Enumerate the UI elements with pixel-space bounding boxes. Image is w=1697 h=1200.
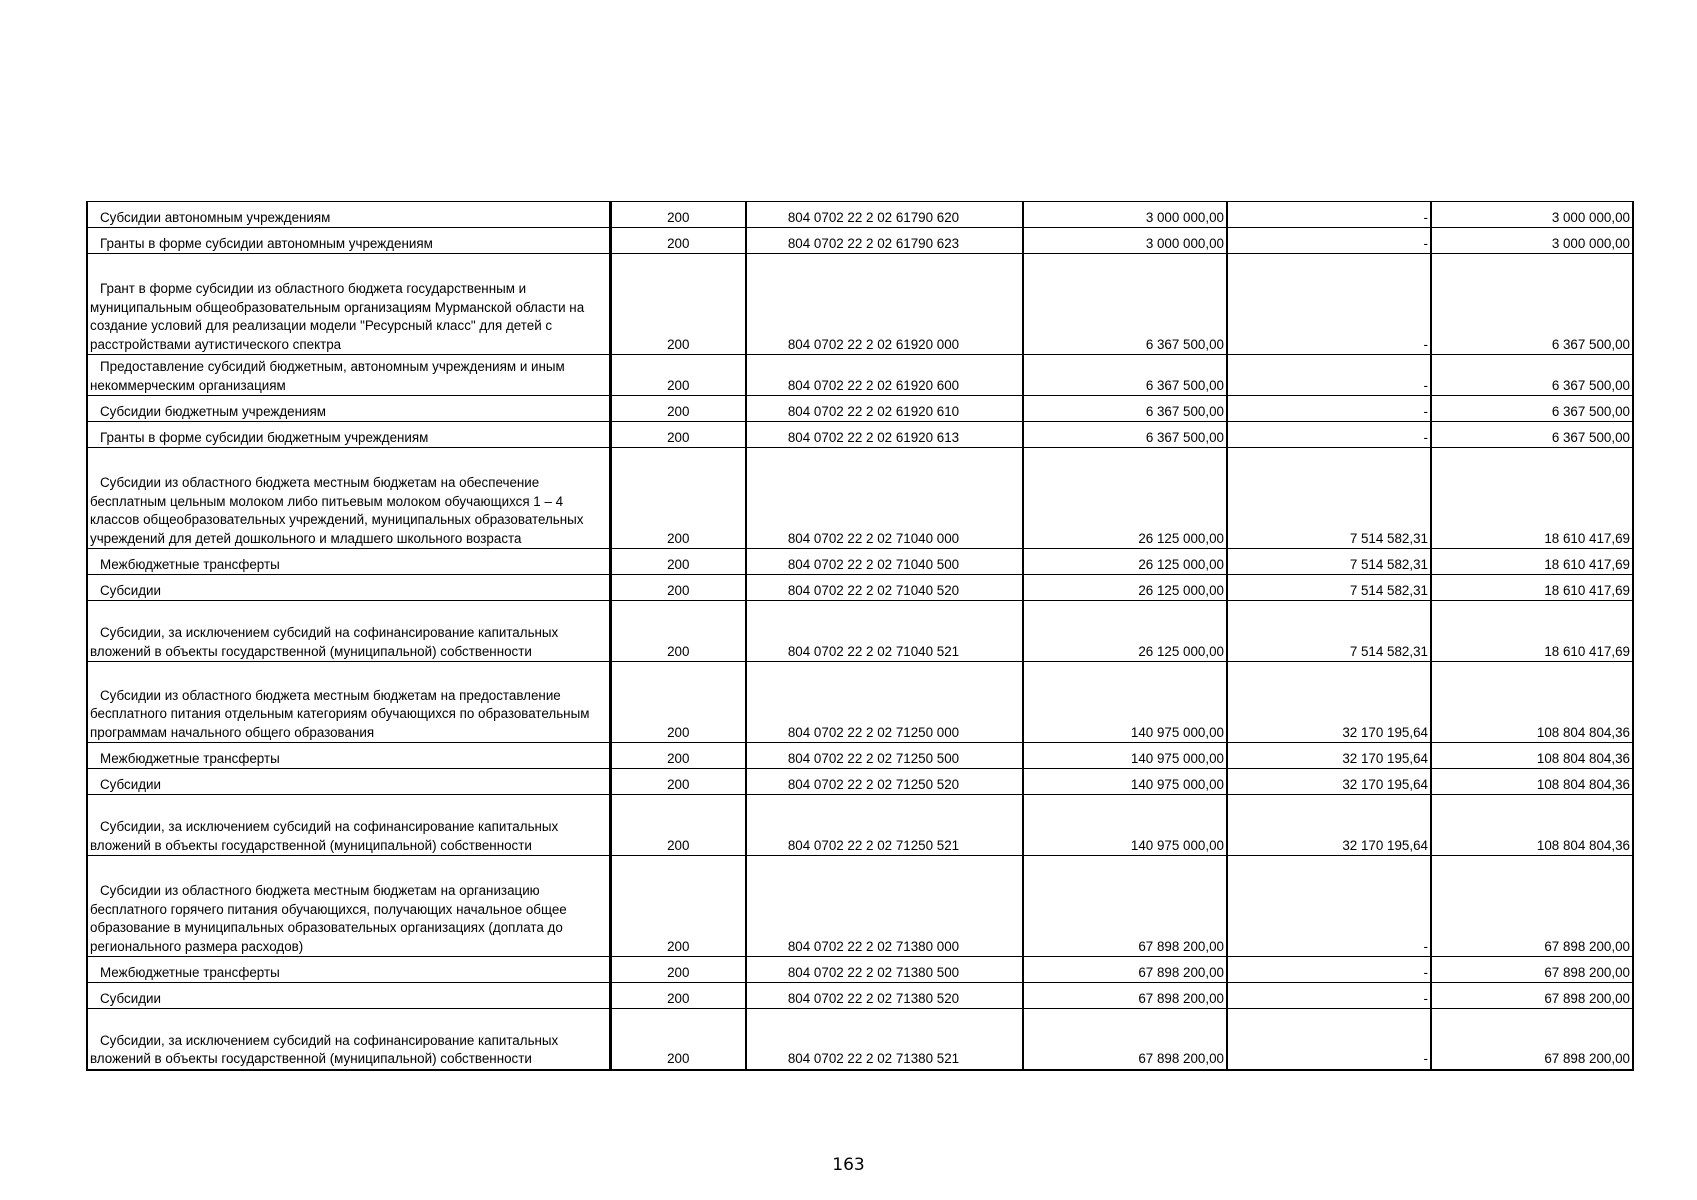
row-approved-cell: 3 000 000,00 — [1023, 228, 1227, 254]
table-row — [87, 769, 1633, 795]
table-row — [87, 795, 1633, 856]
row-executed-cell: - — [1227, 856, 1431, 957]
row-executed-cell: 7 514 582,31 — [1227, 549, 1431, 575]
row-unexecuted-cell: 6 367 500,00 — [1431, 355, 1633, 396]
row-line-code-cell: 200 — [610, 575, 746, 601]
row-line-code-cell: 200 — [610, 396, 746, 422]
row-line-code-cell: 200 — [610, 957, 746, 983]
row-line-code-cell: 200 — [610, 795, 746, 856]
row-name-cell: Субсидии из областного бюджета местным бюджетам на предоставление бесплатного питания отдельным категориям обучающихся по образовательным программам начального общего образования — [87, 662, 610, 743]
table-row — [87, 601, 1633, 662]
row-name-cell: Субсидии, за исключением субсидий на софинансирование капитальных вложений в объекты государственной (муниципальной) собственности — [87, 795, 610, 856]
row-line-code-cell: 200 — [610, 1009, 746, 1070]
row-budget-code-cell: 804 0702 22 2 02 71380 000 — [746, 856, 1023, 957]
row-executed-cell: 32 170 195,64 — [1227, 769, 1431, 795]
table-row — [87, 1009, 1633, 1070]
table-row — [87, 743, 1633, 769]
row-budget-code-cell: 804 0702 22 2 02 61790 620 — [746, 202, 1023, 228]
row-unexecuted-cell: 3 000 000,00 — [1431, 202, 1633, 228]
row-approved-cell: 26 125 000,00 — [1023, 549, 1227, 575]
row-line-code-cell: 200 — [610, 202, 746, 228]
row-line-code-cell: 200 — [610, 743, 746, 769]
row-name-cell: Субсидии автономным учреждениям — [87, 202, 610, 228]
row-name-cell: Предоставление субсидий бюджетным, автономным учреждениям и иным некоммерческим организациям — [87, 355, 610, 396]
row-unexecuted-cell: 67 898 200,00 — [1431, 856, 1633, 957]
row-approved-cell: 3 000 000,00 — [1023, 202, 1227, 228]
table-row — [87, 983, 1633, 1009]
row-budget-code-cell: 804 0702 22 2 02 71380 500 — [746, 957, 1023, 983]
row-executed-cell: 7 514 582,31 — [1227, 448, 1431, 549]
row-unexecuted-cell: 6 367 500,00 — [1431, 254, 1633, 355]
row-budget-code-cell: 804 0702 22 2 02 71250 521 — [746, 795, 1023, 856]
row-executed-cell: - — [1227, 957, 1431, 983]
row-executed-cell: 32 170 195,64 — [1227, 743, 1431, 769]
row-unexecuted-cell: 108 804 804,36 — [1431, 795, 1633, 856]
row-name-cell: Субсидии из областного бюджета местным бюджетам на организацию бесплатного горячего питания обучающихся, получающих начальное общее образование в муниципальных образовательных организациях (доплата до регионального размера расходов) — [87, 856, 610, 957]
row-approved-cell: 140 975 000,00 — [1023, 743, 1227, 769]
table-row — [87, 856, 1633, 957]
row-name-cell: Субсидии — [87, 575, 610, 601]
table-row — [87, 228, 1633, 254]
row-line-code-cell: 200 — [610, 601, 746, 662]
row-approved-cell: 26 125 000,00 — [1023, 575, 1227, 601]
row-budget-code-cell: 804 0702 22 2 02 71250 000 — [746, 662, 1023, 743]
row-line-code-cell: 200 — [610, 983, 746, 1009]
row-budget-code-cell: 804 0702 22 2 02 71040 000 — [746, 448, 1023, 549]
table-body — [87, 202, 1633, 1070]
row-approved-cell: 67 898 200,00 — [1023, 957, 1227, 983]
row-name-cell: Субсидии, за исключением субсидий на софинансирование капитальных вложений в объекты государственной (муниципальной) собственности — [87, 1009, 610, 1070]
row-unexecuted-cell: 18 610 417,69 — [1431, 549, 1633, 575]
row-executed-cell: - — [1227, 202, 1431, 228]
row-executed-cell: 7 514 582,31 — [1227, 575, 1431, 601]
row-budget-code-cell: 804 0702 22 2 02 71380 520 — [746, 983, 1023, 1009]
row-name-cell: Межбюджетные трансферты — [87, 957, 610, 983]
row-unexecuted-cell: 67 898 200,00 — [1431, 1009, 1633, 1070]
row-budget-code-cell: 804 0702 22 2 02 61790 623 — [746, 228, 1023, 254]
row-name-cell: Грант в форме субсидии из областного бюджета государственным и муниципальным общеобразовательным организациям Мурманской области на создание условий для реализации модели "Ресурсный класс" для детей с расстройствами аутистического спектра — [87, 254, 610, 355]
row-budget-code-cell: 804 0702 22 2 02 71040 521 — [746, 601, 1023, 662]
row-approved-cell: 26 125 000,00 — [1023, 601, 1227, 662]
row-executed-cell: - — [1227, 396, 1431, 422]
row-approved-cell: 140 975 000,00 — [1023, 769, 1227, 795]
row-budget-code-cell: 804 0702 22 2 02 71380 521 — [746, 1009, 1023, 1070]
row-name-cell: Субсидии — [87, 983, 610, 1009]
row-approved-cell: 26 125 000,00 — [1023, 448, 1227, 549]
table-row — [87, 396, 1633, 422]
row-line-code-cell: 200 — [610, 769, 746, 795]
row-line-code-cell: 200 — [610, 355, 746, 396]
row-name-cell: Субсидии бюджетным учреждениям — [87, 396, 610, 422]
row-budget-code-cell: 804 0702 22 2 02 71250 500 — [746, 743, 1023, 769]
row-executed-cell: - — [1227, 254, 1431, 355]
table-row — [87, 448, 1633, 549]
page-number: 163 — [832, 1155, 865, 1175]
row-executed-cell: - — [1227, 1009, 1431, 1070]
row-unexecuted-cell: 18 610 417,69 — [1431, 448, 1633, 549]
table-row — [87, 202, 1633, 228]
row-executed-cell: - — [1227, 228, 1431, 254]
row-executed-cell: 32 170 195,64 — [1227, 795, 1431, 856]
row-name-cell: Субсидии, за исключением субсидий на софинансирование капитальных вложений в объекты государственной (муниципальной) собственности — [87, 601, 610, 662]
row-unexecuted-cell: 3 000 000,00 — [1431, 228, 1633, 254]
budget-table — [86, 201, 1634, 1071]
row-executed-cell: - — [1227, 983, 1431, 1009]
table-row — [87, 549, 1633, 575]
row-unexecuted-cell: 67 898 200,00 — [1431, 957, 1633, 983]
table-row — [87, 662, 1633, 743]
row-budget-code-cell: 804 0702 22 2 02 61920 610 — [746, 396, 1023, 422]
row-name-cell: Межбюджетные трансферты — [87, 743, 610, 769]
table-row — [87, 422, 1633, 448]
row-name-cell: Межбюджетные трансферты — [87, 549, 610, 575]
row-line-code-cell: 200 — [610, 662, 746, 743]
row-unexecuted-cell: 108 804 804,36 — [1431, 662, 1633, 743]
row-approved-cell: 6 367 500,00 — [1023, 254, 1227, 355]
row-budget-code-cell: 804 0702 22 2 02 71250 520 — [746, 769, 1023, 795]
row-unexecuted-cell: 108 804 804,36 — [1431, 743, 1633, 769]
table-row — [87, 254, 1633, 355]
row-budget-code-cell: 804 0702 22 2 02 71040 520 — [746, 575, 1023, 601]
row-budget-code-cell: 804 0702 22 2 02 71040 500 — [746, 549, 1023, 575]
row-budget-code-cell: 804 0702 22 2 02 61920 600 — [746, 355, 1023, 396]
row-budget-code-cell: 804 0702 22 2 02 61920 000 — [746, 254, 1023, 355]
row-approved-cell: 67 898 200,00 — [1023, 856, 1227, 957]
row-unexecuted-cell: 18 610 417,69 — [1431, 601, 1633, 662]
row-line-code-cell: 200 — [610, 549, 746, 575]
row-approved-cell: 67 898 200,00 — [1023, 1009, 1227, 1070]
row-approved-cell: 140 975 000,00 — [1023, 662, 1227, 743]
table-row — [87, 355, 1633, 396]
row-name-cell: Субсидии — [87, 769, 610, 795]
row-unexecuted-cell: 18 610 417,69 — [1431, 575, 1633, 601]
row-executed-cell: 32 170 195,64 — [1227, 662, 1431, 743]
row-approved-cell: 6 367 500,00 — [1023, 396, 1227, 422]
row-unexecuted-cell: 108 804 804,36 — [1431, 769, 1633, 795]
row-line-code-cell: 200 — [610, 254, 746, 355]
row-executed-cell: - — [1227, 355, 1431, 396]
row-unexecuted-cell: 6 367 500,00 — [1431, 422, 1633, 448]
row-approved-cell: 140 975 000,00 — [1023, 795, 1227, 856]
table-row — [87, 575, 1633, 601]
row-approved-cell: 6 367 500,00 — [1023, 355, 1227, 396]
row-approved-cell: 67 898 200,00 — [1023, 983, 1227, 1009]
row-name-cell: Гранты в форме субсидии автономным учреждениям — [87, 228, 610, 254]
row-approved-cell: 6 367 500,00 — [1023, 422, 1227, 448]
row-budget-code-cell: 804 0702 22 2 02 61920 613 — [746, 422, 1023, 448]
row-name-cell: Субсидии из областного бюджета местным бюджетам на обеспечение бесплатным цельным молоком либо питьевым молоком обучающихся 1 – 4 классов общеобразовательных учреждений, муниципальных образовательных учреждений для детей дошкольного и младшего школьного возраста — [87, 448, 610, 549]
row-executed-cell: 7 514 582,31 — [1227, 601, 1431, 662]
row-unexecuted-cell: 67 898 200,00 — [1431, 983, 1633, 1009]
row-line-code-cell: 200 — [610, 856, 746, 957]
row-line-code-cell: 200 — [610, 228, 746, 254]
row-executed-cell: - — [1227, 422, 1431, 448]
table-row — [87, 957, 1633, 983]
row-line-code-cell: 200 — [610, 422, 746, 448]
row-name-cell: Гранты в форме субсидии бюджетным учреждениям — [87, 422, 610, 448]
row-unexecuted-cell: 6 367 500,00 — [1431, 396, 1633, 422]
row-line-code-cell: 200 — [610, 448, 746, 549]
